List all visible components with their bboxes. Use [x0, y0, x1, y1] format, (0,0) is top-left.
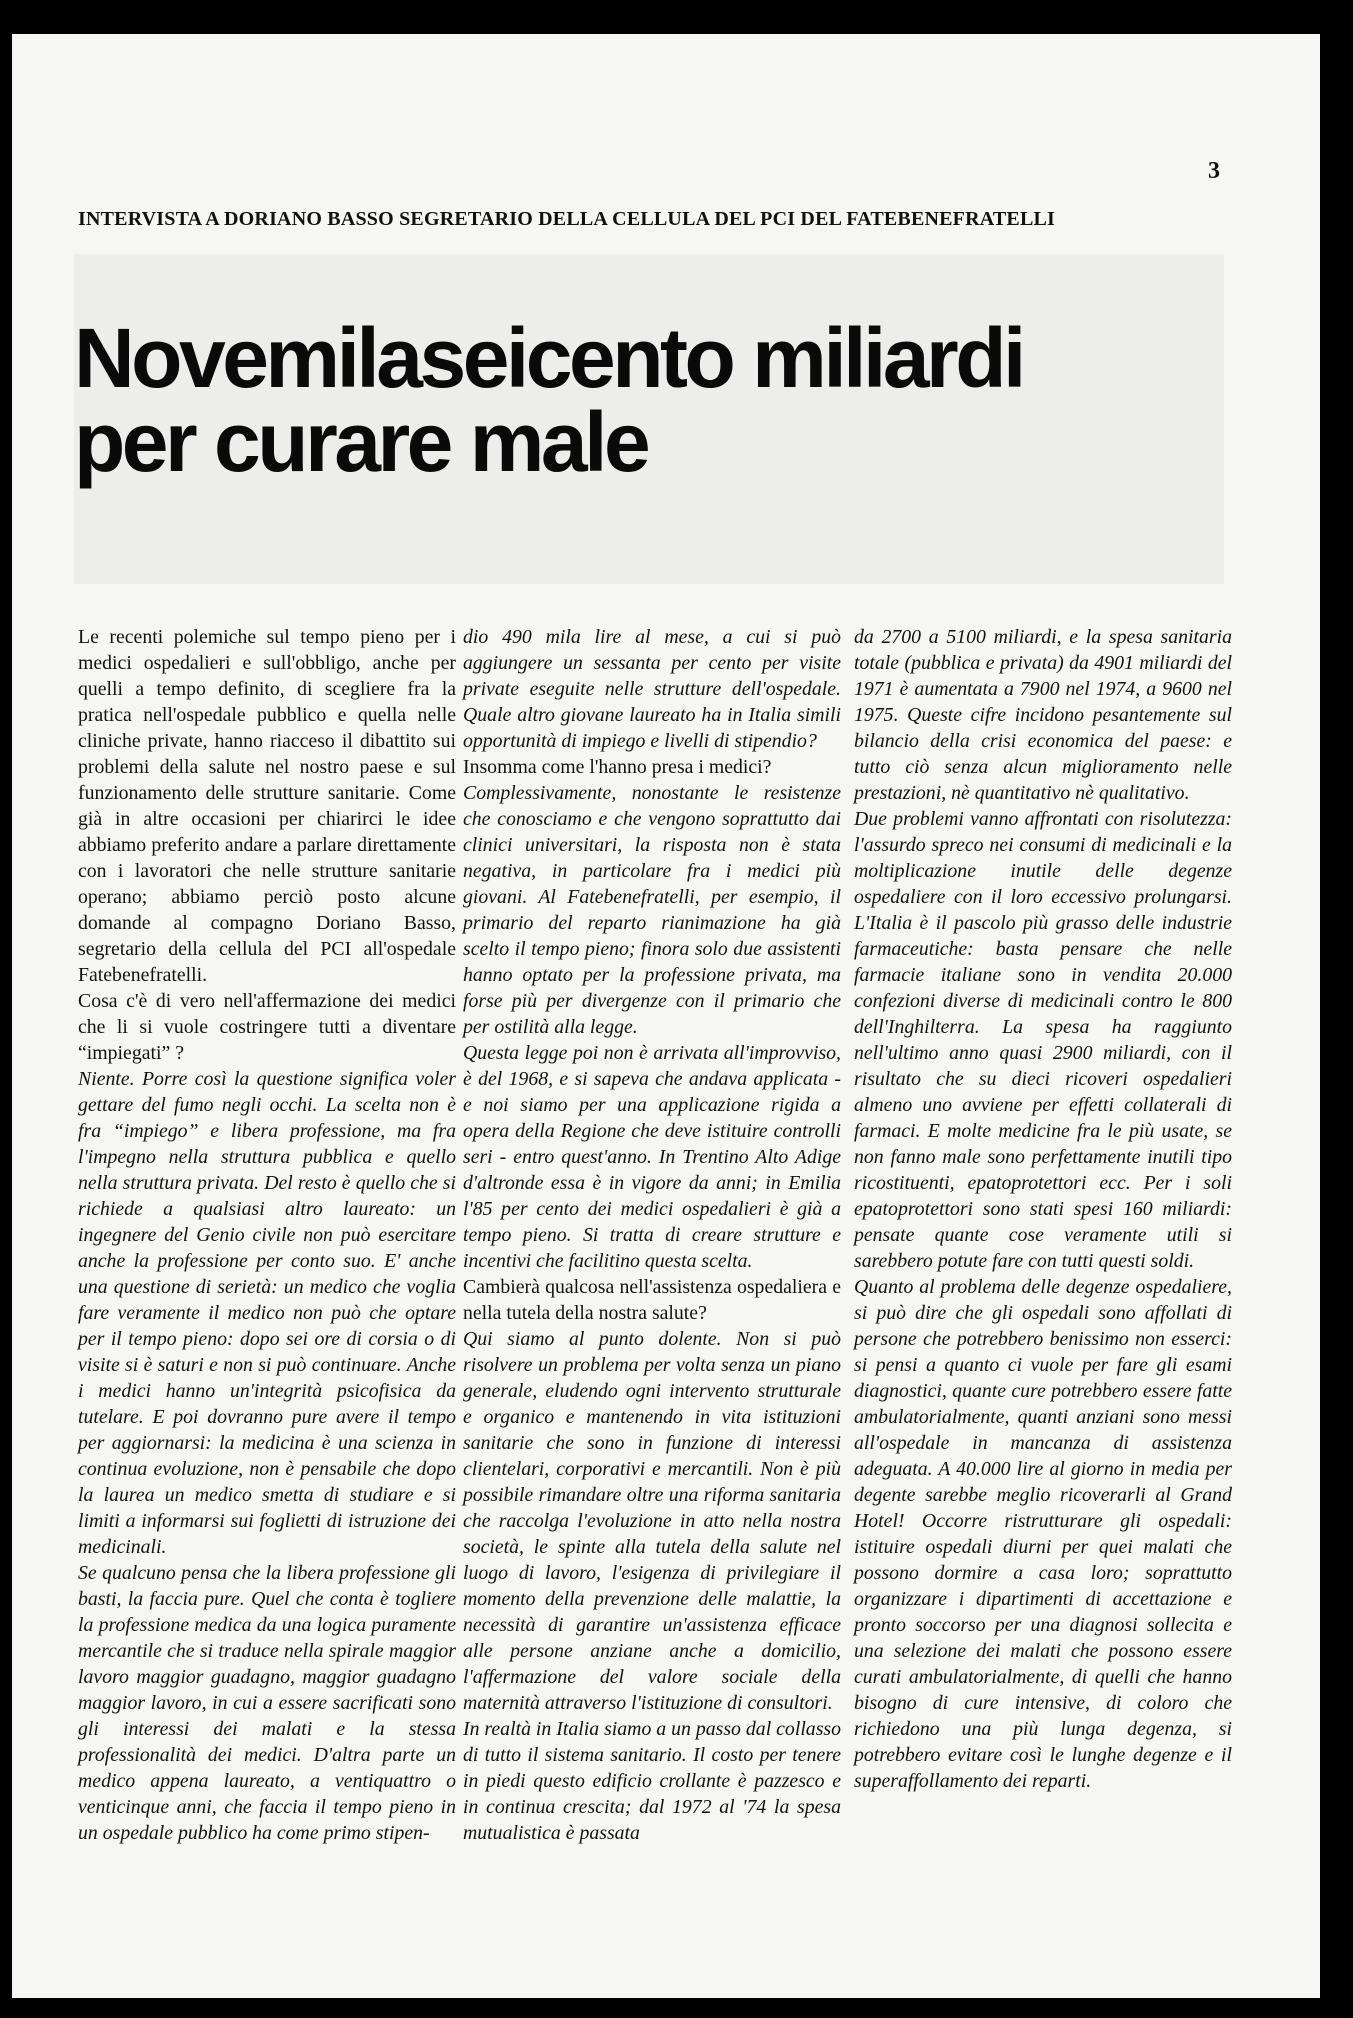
interview-answer: Questa legge poi non è arrivata all'improvviso, è del 1968, e si sapeva che andava applicata - e noi siamo per una applicazione rigida a opera della Regione che deve istituire controlli seri - entro quest'anno. In Trentino Alto Adige d'altronde essa è in vigore da anni; in Emilia l'85 per cento dei medici ospedalieri è già a tempo pieno. Si tratta di creare strutture e incentivi che facilitino questa scelta. — [463, 1042, 841, 1272]
interview-answer: Quanto al problema delle degenze ospedaliere, si può dire che gli ospedali sono affollati di persone che potrebbero benissimo non esserci: si pensi a quanto ci vuole per fare gli esami diagnostici, quante cure potrebbero essere fatte ambulatorialmente, quanti anziani sono messi all'ospedale in mancanza di assistenza adeguata. A 40.000 lire al giorno in media per degente sarebbe meglio ricoverarli al Grand Hotel! Occorre ristrutturare gli ospedali: istituire ospedali diurni per quei malati che possono dormire a casa loro; soprattutto organizzare i dipartimenti di accettazione e pronto soccorso per una diagnosi sollecita e una selezione dei malati che possono essere curati ambulatorialmente, di quelli che hanno bisogno di cure intensive, di coloro che richiedono una più lunga degenza, si potrebbero evitare così le lunghe degenze e il superaffollamento dei reparti. — [854, 1276, 1232, 1792]
interview-answer: Due problemi vanno affrontati con risolutezza: l'assurdo spreco nei consumi di medicinali e la moltiplicazione inutile delle degenze ospedaliere con il loro eccessivo prolungarsi. L'Italia è il pascolo più grasso delle industrie farmaceutiche: basta pensare che nelle farmacie italiane sono in vendita 20.000 confezioni diverse di medicinali contro le 800 dell'Inghilterra. La spesa ha raggiunto nell'ultimo anno quasi 2900 miliardi, con il risultato che su dieci ricoveri ospedalieri almeno uno avviene per effetti collaterali di farmaci. E molte medicine fra le più usate, se non fanno male sono perfettamente inutili tipo ricostituenti, epatoprotettori ecc. Per i soli epatoprotettori sono stati spesi 160 miliardi: pensate quante cose veramente utili si sarebbero potute fare con tutti questi soldi. — [854, 808, 1232, 1272]
interview-question: Cambierà qualcosa nell'assistenza ospedaliera e nella tutela della nostra salute? — [463, 1276, 841, 1324]
headline-line-1: Novemilaseicento miliardi — [74, 311, 1023, 405]
interview-answer: dio 490 mila lire al mese, a cui si può aggiungere un sessanta per cento per visite private eseguite nelle strutture dell'ospedale. Quale altro giovane laureato ha in Italia simili opportunità di impiego e livelli di stipendio? — [463, 626, 841, 752]
magazine-page — [12, 34, 1320, 1998]
article-column-2 — [463, 624, 841, 1846]
page-number: 3 — [1208, 158, 1220, 184]
article-column-1 — [78, 624, 456, 1846]
interview-question: Cosa c'è di vero nell'affermazione dei medici che li si vuole costringere tutti a diventare “impiegati” ? — [78, 990, 456, 1064]
interview-answer: Complessivamente, nonostante le resistenze che conosciamo e che vengono soprattutto dai clinici universitari, la risposta non è stata negativa, in particolare fra i medici più giovani. Al Fatebenefratelli, per esempio, il primario del reparto rianimazione ha già scelto il tempo pieno; finora solo due assistenti hanno optato per la professione privata, ma forse più per divergenze con il primario che per ostilità alla legge. — [463, 782, 841, 1038]
article-column-3 — [854, 624, 1232, 1794]
interview-kicker: INTERVISTA A DORIANO BASSO SEGRETARIO DELLA CELLULA DEL PCI DEL FATEBENEFRATELLI — [78, 208, 1056, 230]
interview-answer: In realtà in Italia siamo a un passo dal collasso di tutto il sistema sanitario. Il costo per tenere in piedi questo edificio crollante è pazzesco e in continua crescita; dal 1972 al '74 la spesa mutualistica è passata — [463, 1718, 841, 1844]
paragraph: Le recenti polemiche sul tempo pieno per i medici ospedalieri e sull'obbligo, anche per quelli a tempo definito, di scegliere fra la pratica nell'ospedale pubblico e quella nelle cliniche private, hanno riacceso il dibattito sui problemi della salute nel nostro paese e sul funzionamento delle strutture sanitarie. Come già in altre occasioni per chiarirci le idee abbiamo preferito andare a parlare direttamente con i lavoratori che nelle strutture sanitarie operano; abbiamo perciò posto alcune domande al compagno Doriano Basso, segretario della cellula del PCI all'ospedale Fatebenefratelli. — [78, 626, 456, 986]
interview-answer: da 2700 a 5100 miliardi, e la spesa sanitaria totale (pubblica e privata) da 4901 miliardi del 1971 è aumentata a 7900 nel 1974, a 9600 nel 1975. Queste cifre incidono pesantemente sul bilancio della crisi economica del paese: e tutto ciò senza alcun miglioramento nelle prestazioni, nè quantitativo nè qualitativo. — [854, 626, 1232, 804]
interview-answer: Se qualcuno pensa che la libera professione gli basti, la faccia pure. Quel che conta è togliere la professione medica da una logica puramente mercantile che si traduce nella spirale maggior lavoro maggior guadagno, maggior guadagno maggior lavoro, in cui a essere sacrificati sono gli interessi dei malati e la stessa professionalità dei medici. D'altra parte un medico appena laureato, a ventiquattro o venticinque anni, che faccia il tempo pieno in un ospedale pubblico ha come primo stipen- — [78, 1562, 456, 1844]
headline — [74, 311, 1023, 489]
headline-line-2: per curare male — [74, 395, 648, 489]
interview-answer: Qui siamo al punto dolente. Non si può risolvere un problema per volta senza un piano generale, eludendo ogni intervento strutturale e organico e mantenendo in vita istituzioni sanitarie che sono in funzione di interessi clientelari, corporativi e mercantili. Non è più possibile rimandare oltre una riforma sanitaria che raccolga l'evoluzione in atto nella nostra società, le spinte alla tutela della salute nel luogo di lavoro, l'esigenza di privilegiare il momento della prevenzione delle malattie, la necessità di garantire un'assistenza efficace alle persone anziane anche a domicilio, l'affermazione del valore sociale della maternità attraverso l'istituzione di consultori. — [463, 1328, 841, 1714]
interview-answer: Niente. Porre così la questione significa voler gettare del fumo negli occhi. La scelta non è fra “impiego” e libera professione, ma fra l'impegno nella struttura pubblica e quello nella struttura privata. Del resto è quello che si richiede a qualsiasi altro laureato: un ingegnere del Genio civile non può esercitare anche la professione per conto suo. E' anche una questione di serietà: un medico che voglia fare veramente il medico non può che optare per il tempo pieno: dopo sei ore di corsia o di visite si è saturi e non si può continuare. Anche i medici hanno un'integrità psicofisica da tutelare. E poi dovranno pure avere il tempo per aggiornarsi: la medicina è una scienza in continua evoluzione, non è pensabile che dopo la laurea un medico smetta di studiare e si limiti a informarsi sui foglietti di istruzione dei medicinali. — [78, 1068, 456, 1558]
interview-question: Insomma come l'hanno presa i medici? — [463, 756, 772, 778]
